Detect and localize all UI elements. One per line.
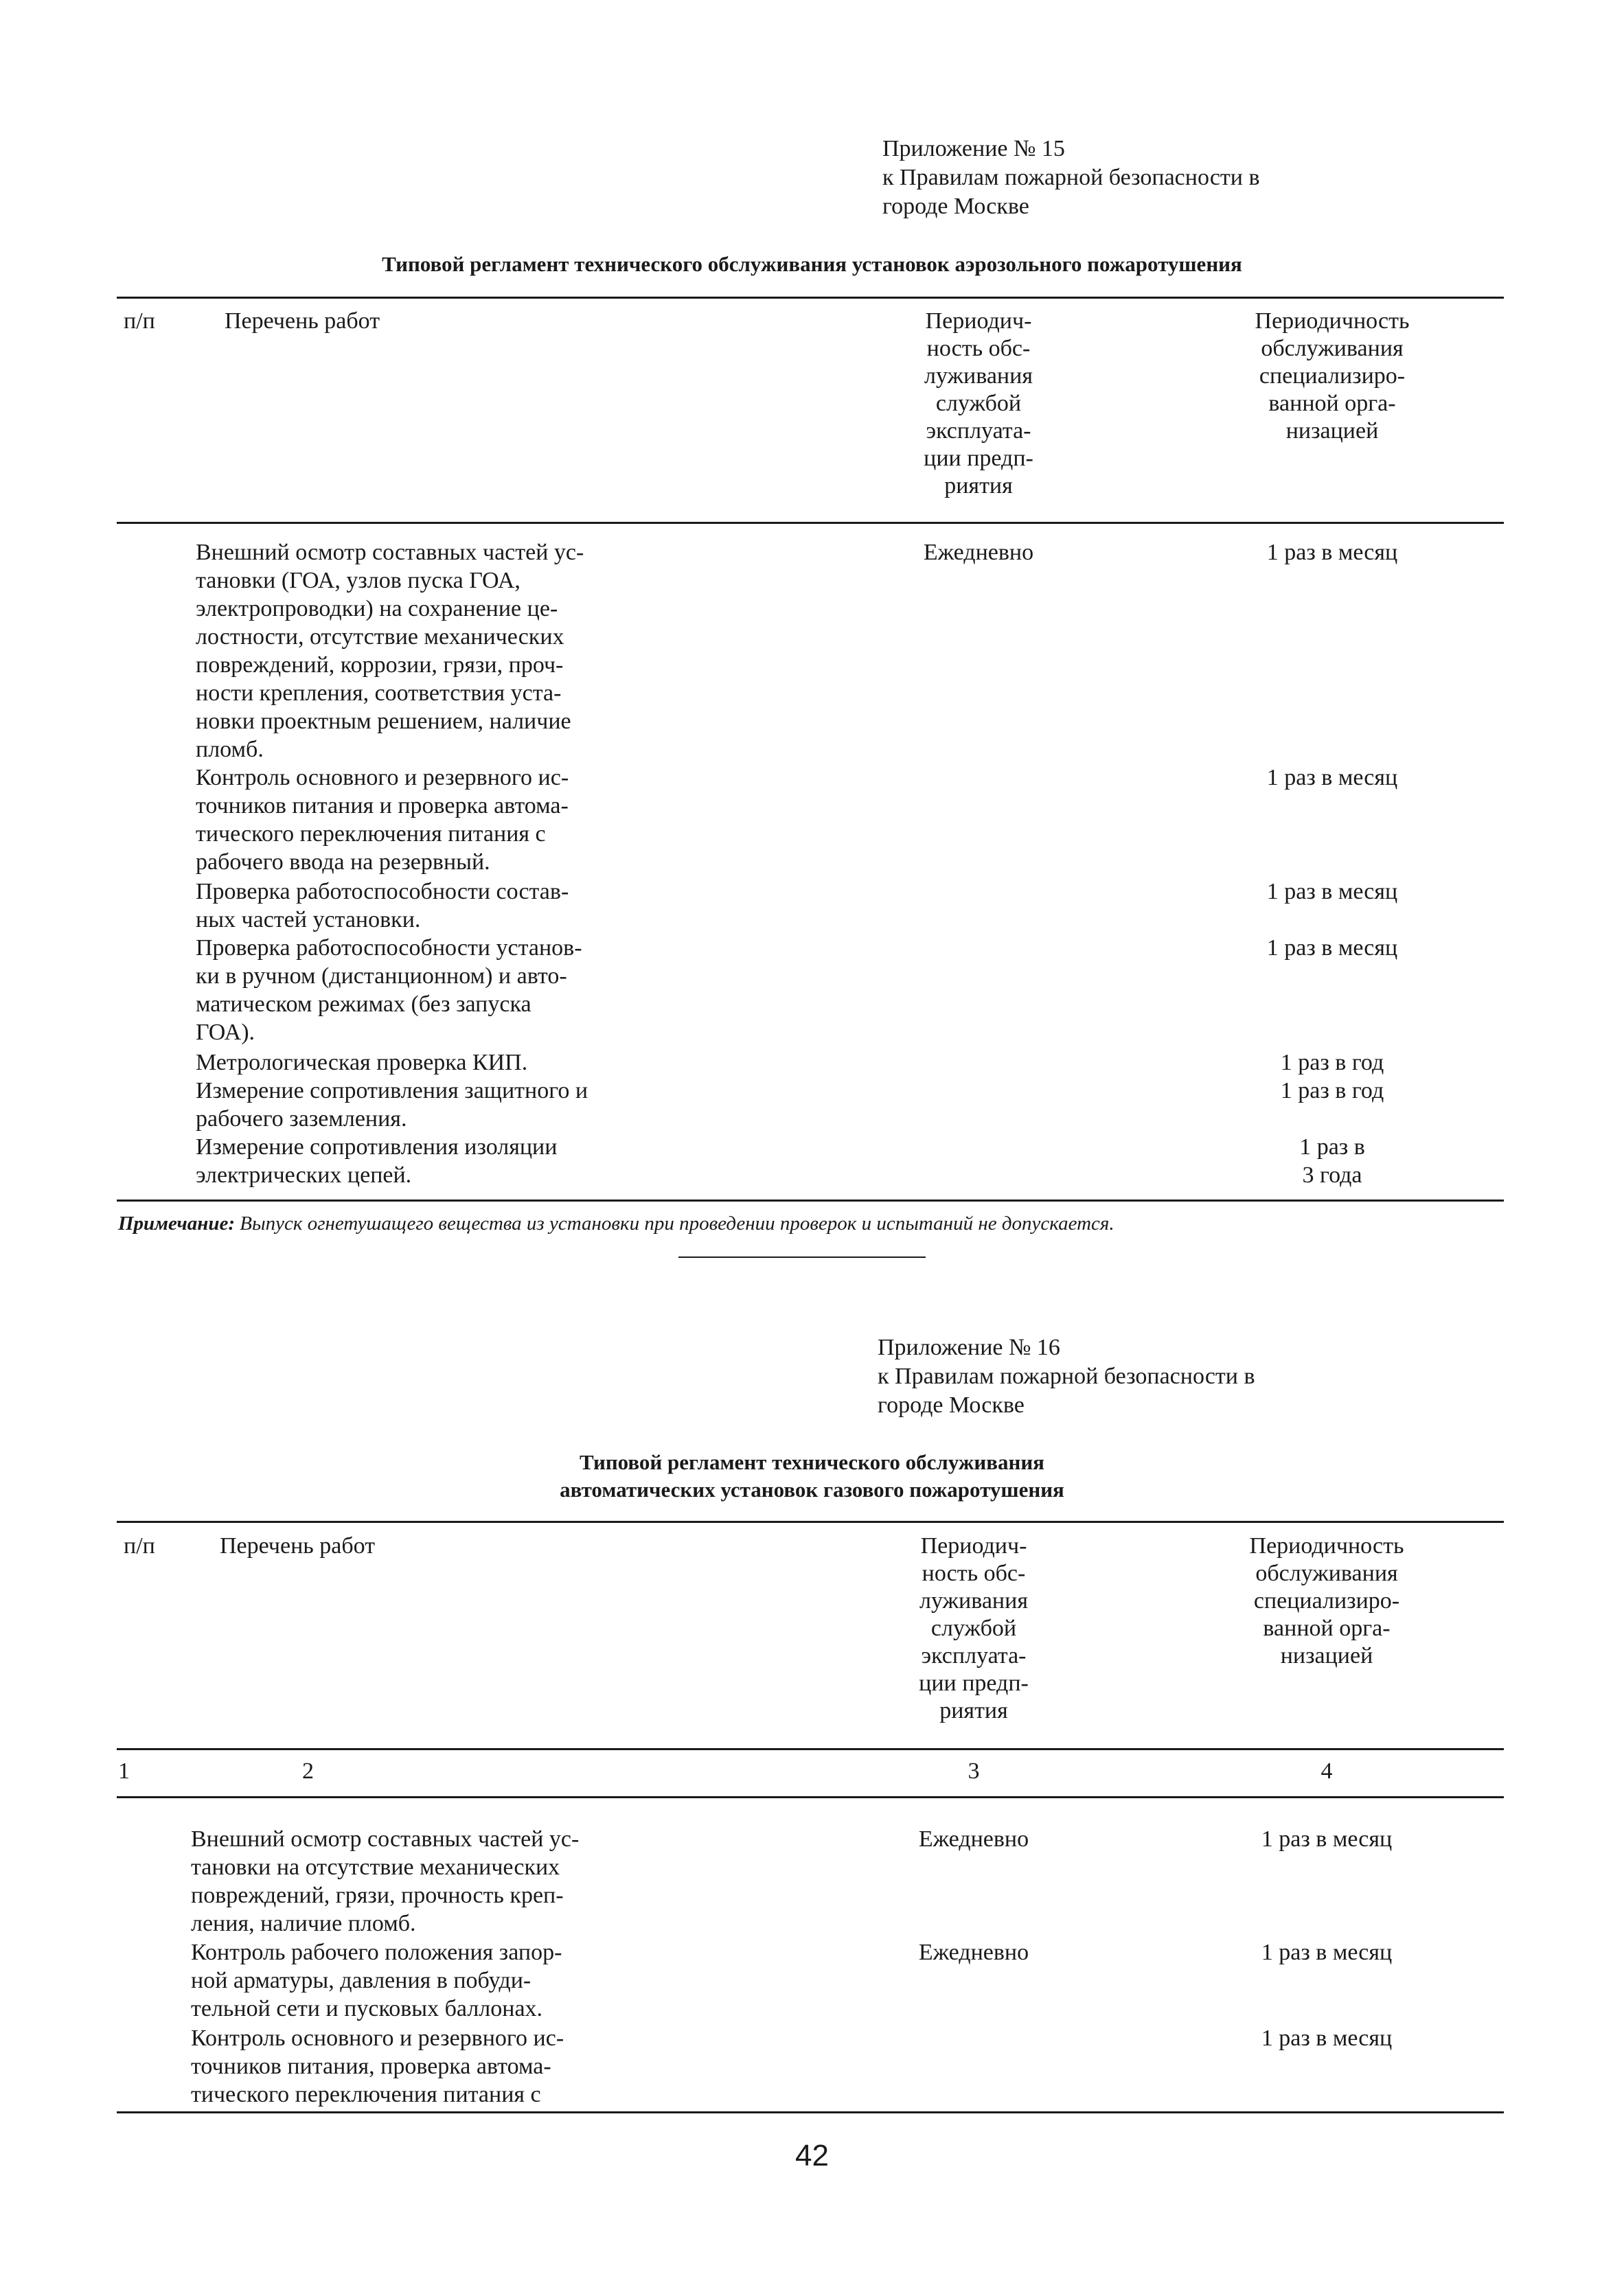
table-16-header-works: Перечень работ [220, 1533, 376, 1559]
table-16-row-2-special: 1 раз в месяц [1261, 1940, 1393, 1965]
table-16-header-rule [117, 1748, 1504, 1750]
note-label: Примечание: [118, 1213, 236, 1235]
header-line: специализиро- [1259, 363, 1406, 389]
table-15-header-num: п/п [124, 308, 155, 334]
work-line: матическом режимах (без запуска [196, 991, 531, 1017]
work-line: тановки (ГОА, узлов пуска ГОА, [196, 568, 521, 593]
header-line: службой [935, 391, 1022, 416]
work-line: электропроводки) на сохранение це- [196, 596, 558, 621]
table-15-row-7-special [1222, 1133, 1442, 1189]
header-line: ванной орга- [1268, 391, 1396, 416]
table-16-header-special [1217, 1533, 1437, 1670]
table-15-row-2-work [196, 764, 569, 876]
table-15-row-3-special: 1 раз в месяц [1266, 879, 1398, 904]
table-15-top-rule [117, 297, 1504, 299]
work-line: тического переключения питания с [196, 821, 546, 847]
table-15-bottom-rule [117, 1200, 1504, 1202]
section-separator [678, 1257, 926, 1258]
header-line: Периодичность [1255, 308, 1410, 334]
work-line: ных частей установки. [196, 907, 421, 932]
work-line: электрических цепей. [196, 1162, 412, 1188]
header-line: ванной орга- [1263, 1616, 1391, 1641]
work-line: Внешний осмотр составных частей ус- [191, 1826, 580, 1852]
header-line: обслуживания [1255, 1561, 1398, 1586]
table-15-header-service [869, 308, 1088, 500]
table-15-row-1-work [196, 538, 584, 764]
appendix-16-ref: к Правилам пожарной безопасности в [878, 1364, 1255, 1389]
work-line: новки проектным решением, наличие [196, 709, 571, 734]
appendix-16-title [0, 1449, 1624, 1504]
header-line: эксплуата- [921, 1643, 1027, 1668]
table-16-colnum-2: 2 [302, 1758, 314, 1784]
table-15-row-4-special: 1 раз в месяц [1266, 935, 1398, 961]
header-line: низацией [1285, 418, 1379, 444]
appendix-16-title-line-1: Типовой регламент технического обслуживания [580, 1450, 1044, 1474]
header-line: специализиро- [1253, 1588, 1400, 1614]
table-16-row-3-work [191, 2024, 564, 2109]
table-16-colnum-1: 1 [118, 1758, 130, 1784]
work-line: Контроль основного и резервного ис- [196, 765, 569, 790]
work-line: тического переключения питания с [191, 2082, 541, 2107]
note-text: Выпуск огнетушащего вещества из установки при проведении проверок и испытаний не допускается. [240, 1213, 1114, 1235]
work-line: Проверка работоспособности установ- [196, 935, 582, 961]
work-line: ки в ручном (дистанционном) и авто- [196, 963, 567, 989]
appendix-16-number: Приложение № 16 [878, 1335, 1060, 1360]
work-line: пломб. [196, 737, 264, 762]
header-line: луживания [924, 363, 1033, 389]
table-16-row-2-service: Ежедневно [918, 1940, 1029, 1965]
header-line: риятия [944, 473, 1013, 498]
header-line: ции предп- [919, 1671, 1029, 1696]
header-line: Периодич- [920, 1533, 1027, 1559]
appendix-16-title-line-2: автоматических установок газового пожаротушения [560, 1478, 1064, 1502]
header-line: ции предп- [924, 446, 1033, 471]
table-16-numbers-rule [117, 1796, 1504, 1798]
appendix-15-number: Приложение № 15 [882, 136, 1065, 161]
work-line: ности крепления, соответствия уста- [196, 680, 562, 706]
special-line: 3 года [1302, 1162, 1362, 1188]
header-line: эксплуата- [926, 418, 1031, 444]
appendix-15-city: городе Москве [882, 194, 1029, 219]
table-15-row-4-work [196, 934, 582, 1046]
header-line: ность обс- [922, 1561, 1026, 1586]
work-line: Контроль рабочего положения запор- [191, 1940, 562, 1965]
table-16-top-rule [117, 1521, 1504, 1523]
page-number: 42 [795, 2139, 829, 2172]
appendix-16-heading [878, 1333, 1255, 1420]
header-line: риятия [939, 1698, 1008, 1723]
appendix-15-heading [882, 135, 1260, 221]
table-16-row-3-special: 1 раз в месяц [1261, 2026, 1393, 2051]
table-15-row-7-work [196, 1133, 557, 1189]
appendix-15-ref: к Правилам пожарной безопасности в [882, 165, 1260, 190]
header-line: обслуживания [1261, 336, 1404, 361]
work-line: тельной сети и пусковых баллонах. [191, 1996, 543, 2021]
work-line: тановки на отсутствие механических [191, 1855, 560, 1880]
table-15-header-rule [117, 522, 1504, 524]
table-15-header-works: Перечень работ [225, 308, 380, 334]
table-15-row-5-work [196, 1048, 527, 1077]
table-15-row-1-special: 1 раз в месяц [1266, 540, 1398, 565]
table-15-row-3-work [196, 877, 569, 934]
header-line: Периодичность [1249, 1533, 1404, 1559]
table-16-row-1-work [191, 1825, 579, 1938]
table-16-row-1-service: Ежедневно [918, 1826, 1029, 1852]
work-line: лостности, отсутствие механических [196, 624, 564, 650]
table-15-row-6-special: 1 раз в год [1280, 1078, 1384, 1103]
table-16-colnum-4: 4 [1320, 1758, 1333, 1784]
work-line: Измерение сопротивления защитного и [196, 1078, 588, 1103]
table-16-row-2-work [191, 1938, 562, 2023]
header-line: луживания [919, 1588, 1028, 1614]
header-line: службой [930, 1616, 1017, 1641]
appendix-16-city: городе Москве [878, 1392, 1025, 1418]
work-line: точников питания и проверка автома- [196, 793, 569, 818]
table-15-row-1-service: Ежедневно [923, 540, 1034, 565]
table-15-note [118, 1211, 1114, 1236]
work-line: повреждений, коррозии, грязи, проч- [196, 652, 564, 678]
work-line: ления, наличие пломб. [191, 1911, 416, 1936]
appendix-15-title: Типовой регламент технического обслуживания установок аэрозольного пожаротушения [382, 252, 1242, 276]
table-16-header-service [864, 1533, 1084, 1725]
work-line: рабочего заземления. [196, 1106, 407, 1132]
table-16-header-num: п/п [124, 1533, 155, 1559]
work-line: Метрологическая проверка КИП. [196, 1050, 528, 1075]
header-line: низацией [1280, 1643, 1373, 1668]
work-line: рабочего ввода на резервный. [196, 849, 490, 875]
table-16-bottom-rule [117, 2111, 1504, 2113]
work-line: Проверка работоспособности состав- [196, 879, 569, 904]
work-line: ГОА). [196, 1020, 255, 1045]
table-15-row-5-special: 1 раз в год [1280, 1050, 1384, 1075]
work-line: Контроль основного и резервного ис- [191, 2026, 564, 2051]
table-15-header-special [1222, 308, 1442, 445]
header-line: ность обс- [926, 336, 1031, 361]
work-line: ной арматуры, давления в побуди- [191, 1968, 531, 1993]
work-line: точников питания, проверка автома- [191, 2054, 551, 2079]
table-16-colnum-3: 3 [968, 1758, 980, 1784]
work-line: Внешний осмотр составных частей ус- [196, 540, 584, 565]
table-15-row-6-work [196, 1077, 588, 1133]
table-15-row-2-special: 1 раз в месяц [1266, 765, 1398, 790]
header-line: Периодич- [925, 308, 1032, 334]
work-line: повреждений, грязи, прочность креп- [191, 1883, 564, 1908]
special-line: 1 раз в [1299, 1134, 1365, 1160]
table-16-row-1-special: 1 раз в месяц [1261, 1826, 1393, 1852]
work-line: Измерение сопротивления изоляции [196, 1134, 558, 1160]
